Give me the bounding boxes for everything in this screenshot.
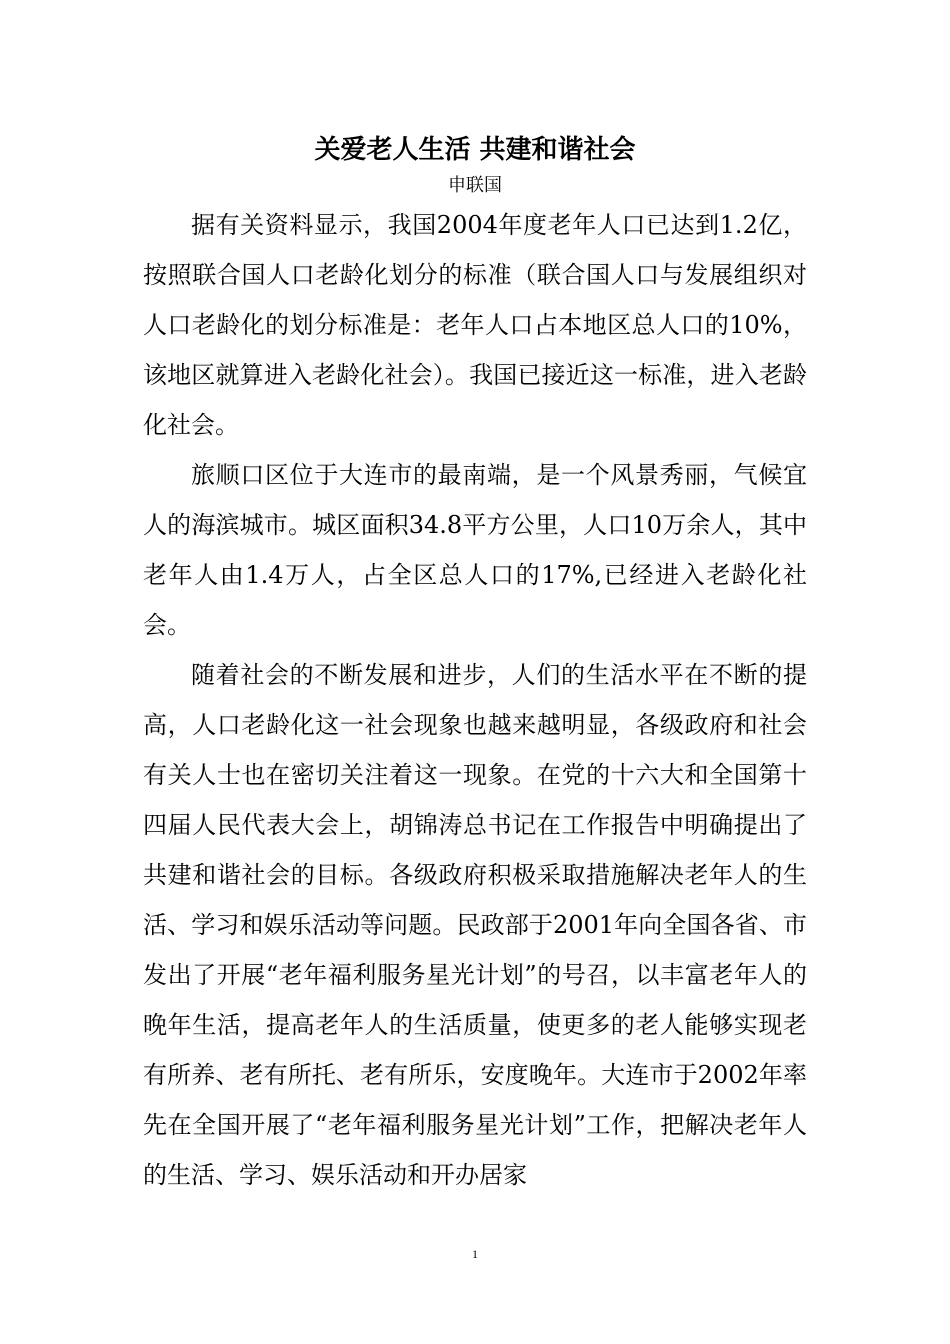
page-number: 1: [472, 1247, 478, 1261]
document-body: [143, 200, 807, 1200]
paragraph-2: 旅顺口区位于大连市的最南端，是一个风景秀丽，气候宜人的海滨城市。城区面积34.8平方公里，人口10万余人，其中老年人由1.4万人，占全区总人口的17%,已经进入老龄化社会。: [143, 461, 807, 639]
paragraph-1: 据有关资料显示，我国2004年度老年人口已达到1.2亿，按照联合国人口老龄化划分的标准（联合国人口与发展组织对人口老龄化的划分标准是：老年人口占本地区总人口的10%，该地区就算进入老龄化社会）。我国已接近这一标准，进入老龄化社会。: [143, 211, 807, 439]
paragraph-3: 随着社会的不断发展和进步，人们的生活水平在不断的提高，人口老龄化这一社会现象也越来越明显，各级政府和社会有关人士也在密切关注着这一现象。在党的十六大和全国第十四届人民代表大会上，胡锦涛总书记在工作报告中明确提出了共建和谐社会的目标。各级政府积极采取措施解决老年人的生活、学习和娱乐活动等问题。民政部于2001年向全国各省、市发出了开展“老年福利服务星光计划”的号召，以丰富老年人的晚年生活，提高老年人的生活质量，使更多的老人能够实现老有所养、老有所托、老有所乐，安度晚年。大连市于2002年率先在全国开展了“老年福利服务星光计划”工作，把解决老年人的生活、学习、娱乐活动和开办居家: [143, 661, 807, 1189]
document-title: 关爱老人生活 共建和谐社会: [314, 135, 636, 165]
document-author: 申联国: [448, 175, 502, 196]
